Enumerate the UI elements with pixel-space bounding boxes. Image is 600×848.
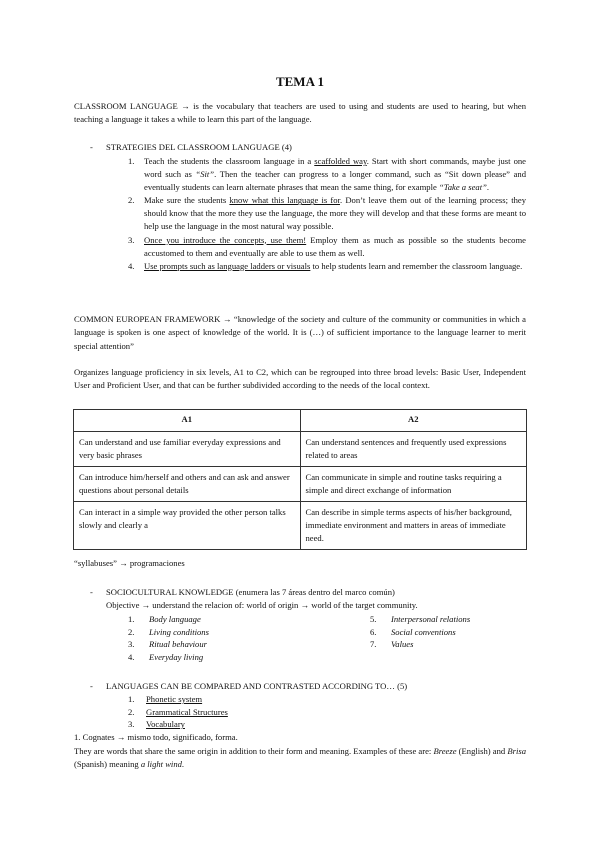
item-text: Ritual behaviour <box>149 639 207 650</box>
dash-bullet-icon: - <box>90 587 93 597</box>
item-text: Interpersonal relations <box>391 614 471 624</box>
table-cell: Can understand sentences and frequently used expressions related to areas <box>300 432 527 467</box>
sociocultural-heading-text <box>106 586 395 599</box>
item-underlined-text: know what this language is for <box>229 195 340 206</box>
table-cell: Can understand and use familiar everyday expressions and very basic phrases <box>74 432 301 467</box>
column-header: A1 <box>74 410 301 432</box>
item-underlined-text: Phonetic system <box>146 694 203 704</box>
table-row <box>74 432 527 467</box>
list-item <box>370 613 470 626</box>
item-text: Everyday living <box>149 651 204 662</box>
item-number: 1. <box>128 694 135 704</box>
item-text: Values <box>391 639 414 650</box>
item-number: 2. <box>128 706 135 717</box>
list-item <box>128 718 228 731</box>
table-cell: Can communicate in simple and routine tasks requiring a simple and direct exchange of information <box>300 467 527 502</box>
item-number: 3. <box>128 639 135 650</box>
dash-bullet-icon: - <box>90 681 93 691</box>
table-row <box>74 502 527 550</box>
paragraph-text: . <box>181 759 185 770</box>
item-number: 7. <box>370 639 377 650</box>
item-number: 4. <box>128 260 135 271</box>
list-item <box>128 706 228 719</box>
classroom-language-definition: is the vocabulary that teachers are used to using and students are used to hearing, but when teaching a language it takes a while to learn this part of the language. <box>74 101 527 125</box>
item-italic-text: “Sit” <box>195 169 215 180</box>
item-text: . Then the teacher can progress to a longer command, such as “Sit down please” and eventually students can learn alternate phrases that mean the same thing, for example <box>144 169 526 193</box>
sociocultural-areas-right <box>370 613 470 651</box>
item-text: to help students learn and remember the classroom language. <box>310 260 523 271</box>
list-item <box>128 626 209 639</box>
item-number: 6. <box>370 626 377 637</box>
proficiency-levels-table <box>73 409 527 550</box>
paragraph-text: (English) and <box>456 746 508 756</box>
example-word: Brisa <box>507 746 526 756</box>
item-number: 4. <box>128 651 135 662</box>
strategies-list <box>128 155 526 273</box>
item-text: Make sure the students <box>144 195 230 206</box>
sociocultural-heading-label: SOCIOCULTURAL KNOWLEDGE <box>106 587 234 597</box>
item-text: . Don’t leave them out of the learning process; they should know that the more they use the language, the more they will develop and that these forms are meant to help use the language in the most natural way possible. <box>144 195 526 232</box>
table-row <box>74 467 527 502</box>
item-number: 1. <box>128 156 135 166</box>
table-cell: Can introduce him/herself and others and can ask and answer questions about personal details <box>74 467 301 502</box>
item-underlined-text: Grammatical Structures <box>146 706 228 717</box>
item-text: . Start with short commands, maybe just one word such as <box>144 156 526 180</box>
item-italic-text: “Take a seat” <box>438 182 487 193</box>
sociocultural-heading-note: (enumera las 7 áreas dentro del marco común) <box>233 587 395 597</box>
list-item <box>128 155 526 194</box>
item-number: 2. <box>128 626 135 637</box>
arrow-icon: → <box>181 101 190 111</box>
cef-quote: “knowledge of the society and culture of the community or communities in which a language is spoken is one aspect of knowledge of the world. It is (…) of sufficient importance to the language learner to merit special attention” <box>74 314 526 351</box>
syllabuses-note: “syllabuses” → programaciones <box>74 558 185 568</box>
list-item <box>370 626 470 639</box>
paragraph-text: (Spanish) meaning <box>74 759 141 770</box>
list-item <box>128 693 228 706</box>
list-item <box>128 194 526 233</box>
item-number: 3. <box>128 234 135 245</box>
paragraph-text: They are words that share the same origin in addition to their form and meaning. Examples of these are: <box>74 746 434 756</box>
cognates-heading: 1. Cognates → mismo todo, significado, forma. <box>74 732 238 742</box>
item-text: Employ them as much as possible so the students become accustomed to them and eventually are able to use them as well. <box>144 234 526 258</box>
list-item <box>370 638 470 651</box>
sociocultural-objective: Objective → understand the relacion of: world of origin → world of the target community. <box>106 600 418 610</box>
item-number: 1. <box>128 614 135 624</box>
item-underlined-text: Vocabulary <box>146 719 185 730</box>
classroom-language-paragraph <box>74 100 526 127</box>
item-text: Social conventions <box>391 626 456 637</box>
item-number: 5. <box>370 614 377 624</box>
compare-heading-text: LANGUAGES CAN BE COMPARED AND CONTRASTED ACCORDING TO… (5) <box>106 681 408 691</box>
item-text: . <box>486 182 490 193</box>
list-item <box>128 651 209 664</box>
item-text: Body language <box>149 614 201 624</box>
item-text: Living conditions <box>149 626 209 637</box>
list-item <box>128 638 209 651</box>
sociocultural-areas-left <box>128 613 209 663</box>
cognates-paragraph <box>74 745 526 772</box>
table-cell: Can describe in simple terms aspects of his/her background, immediate environment and matters in areas of immediate need. <box>300 502 527 550</box>
list-item <box>128 260 526 273</box>
list-item <box>128 613 209 626</box>
item-text: Teach the students the classroom language in a <box>144 156 315 166</box>
item-number: 2. <box>128 195 135 206</box>
page-title: TEMA 1 <box>275 74 325 89</box>
column-header: A2 <box>300 410 527 432</box>
dash-bullet-icon: - <box>90 142 93 152</box>
example-word: a light wind <box>140 759 182 770</box>
cef-paragraph <box>74 313 526 353</box>
item-underlined-text: Once you introduce the concepts, use them! <box>144 234 307 245</box>
table-header-row <box>74 410 527 432</box>
levels-intro-paragraph: Organizes language proficiency in six levels, A1 to C2, which can be regrouped into three broad levels: Basic User, Independent User and Proficient User, and that can be further subdivided according to the needs of the local context. <box>74 367 526 391</box>
list-item <box>128 234 526 260</box>
table-cell: Can interact in a simple way provided the other person talks slowly and clearly a <box>74 502 301 550</box>
item-number: 3. <box>128 719 135 730</box>
item-underlined-text: Use prompts such as language ladders or visuals <box>144 260 311 271</box>
compare-list <box>128 693 228 731</box>
classroom-language-term: CLASSROOM LANGUAGE <box>74 101 178 111</box>
example-word: Breeze <box>433 746 457 756</box>
cef-term: COMMON EUROPEAN FRAMEWORK <box>74 314 221 324</box>
item-underlined-text: scaffolded way <box>314 156 367 166</box>
strategies-heading-text: STRATEGIES DEL CLASSROOM LANGUAGE (4) <box>106 142 292 152</box>
arrow-icon: → <box>222 314 232 324</box>
